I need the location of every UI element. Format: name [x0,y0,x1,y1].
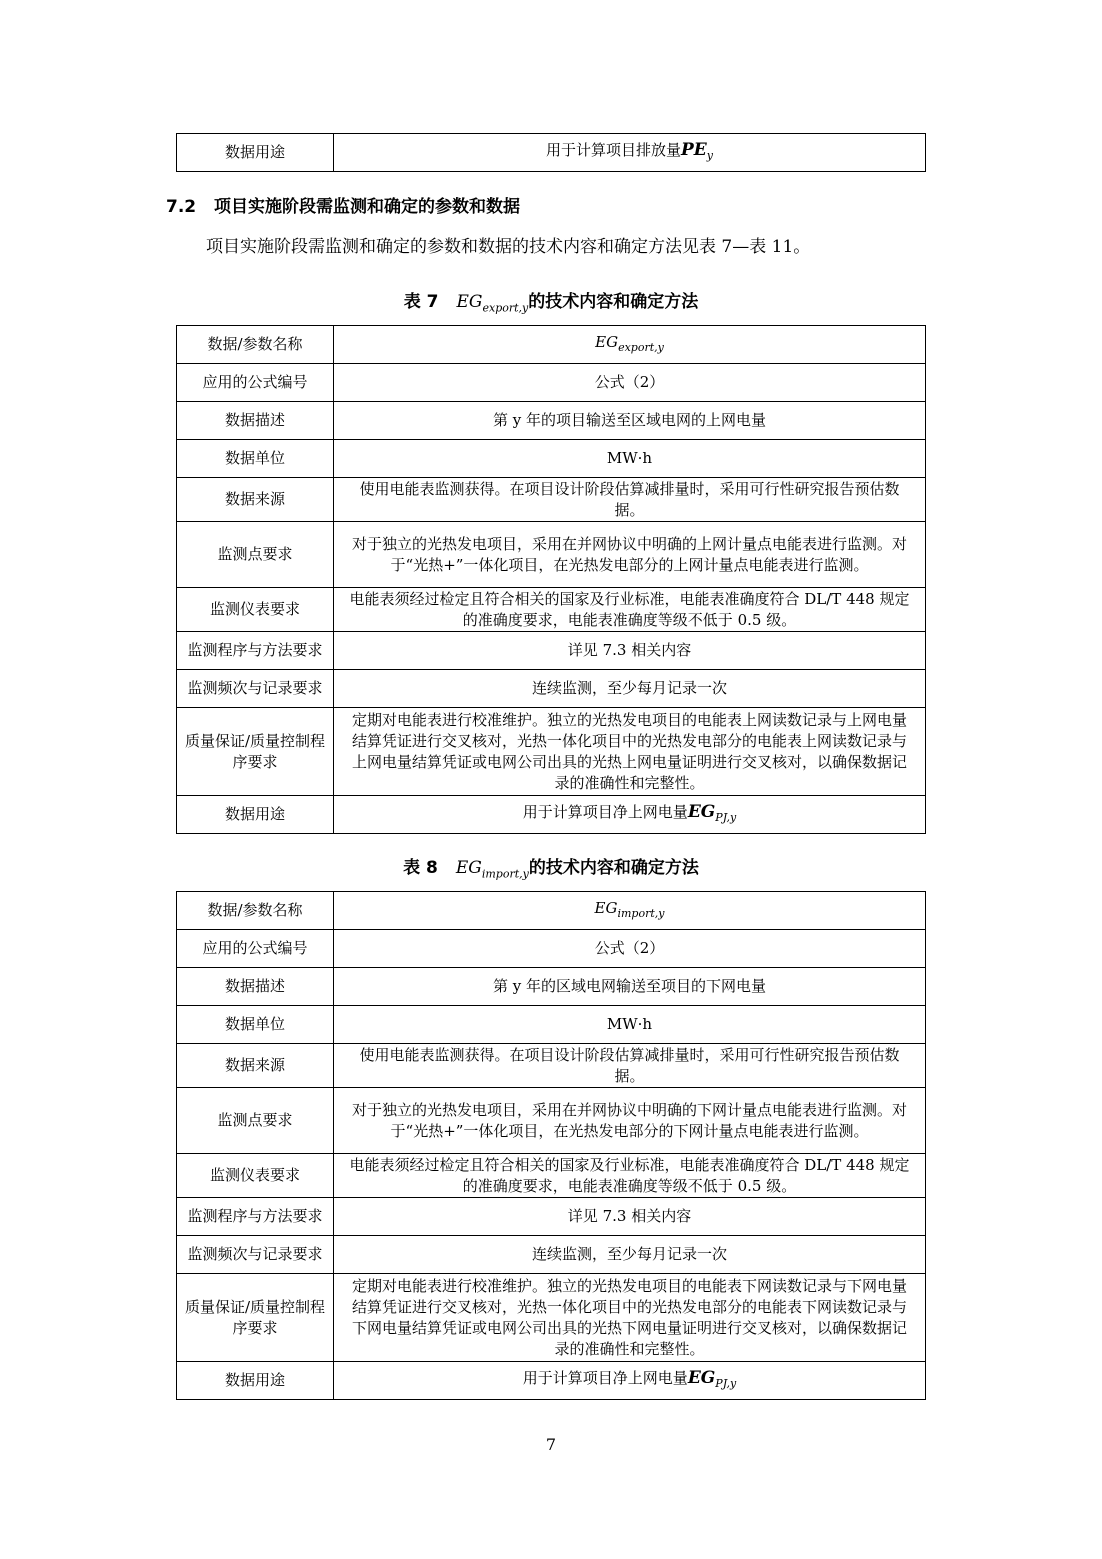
table-cell-value: 详见 7.3 相关内容 [334,632,926,670]
table7 [176,325,926,834]
table-cell-value: 连续监测，至少每月记录一次 [334,670,926,708]
table-cell-value: 使用电能表监测获得。在项目设计阶段估算减排量时，采用可行性研究报告预估数据。 [334,1044,926,1088]
table8-caption: 表 8 $EG_{import,y}$的技术内容和确定方法 [403,858,699,881]
table-cell-key: 数据/参数名称 [177,892,334,930]
table-cell-key: 监测点要求 [177,522,334,588]
table7-caption: 表 7 $EG_{export,y}$的技术内容和确定方法 [403,292,699,315]
table-cell-value: MW·h [334,1006,926,1044]
table-cell-value: 用于计算项目净上网电量$EG_{PJ,y}$ [334,1362,926,1400]
table-cell-key: 监测频次与记录要求 [177,1236,334,1274]
table-cell-key: 监测程序与方法要求 [177,1198,334,1236]
table-cell-key: 数据来源 [177,1044,334,1088]
table-cell-key: 数据描述 [177,402,334,440]
table-cell-value: 连续监测，至少每月记录一次 [334,1236,926,1274]
table-cell-key: 数据来源 [177,478,334,522]
table-cell-value: 公式（2） [334,930,926,968]
section-number: 7.2 [166,197,197,217]
table-cell-value: $EG_{import,y}$ [334,892,926,930]
table-cell-value: 定期对电能表进行校准维护。独立的光热发电项目的电能表上网读数记录与上网电量结算凭证进行交叉核对，光热一体化项目中的光热发电部分的电能表上网读数记录与上网电量结算凭证或电网公司出具的光热上网电量证明进行交叉核对，以确保数据记录的准确性和完整性。 [334,708,926,796]
table-cell-key: 数据用途 [177,796,334,834]
section-heading [166,192,520,217]
table-cell-value: 公式（2） [334,364,926,402]
previous-table [176,133,926,172]
table-cell-value: 对于独立的光热发电项目，采用在并网协议中明确的下网计量点电能表进行监测。对于“光热+”一体化项目，在光热发电部分的下网计量点电能表进行监测。 [334,1088,926,1154]
table-cell-value: 详见 7.3 相关内容 [334,1198,926,1236]
table-cell-value: 用于计算项目排放量$PE_y$ [334,134,926,172]
table-cell-key: 监测程序与方法要求 [177,632,334,670]
table-cell-value: 电能表须经过检定且符合相关的国家及行业标准，电能表准确度符合 DL/T 448 规定的准确度要求，电能表准确度等级不低于 0.5 级。 [334,588,926,632]
table-cell-key: 数据单位 [177,1006,334,1044]
table-cell-key: 质量保证/质量控制程序要求 [177,708,334,796]
table-cell-key: 数据描述 [177,968,334,1006]
table-cell-value: MW·h [334,440,926,478]
table-cell-key: 监测点要求 [177,1088,334,1154]
table-cell-key: 应用的公式编号 [177,930,334,968]
table-cell-value: 电能表须经过检定且符合相关的国家及行业标准，电能表准确度符合 DL/T 448 规定的准确度要求，电能表准确度等级不低于 0.5 级。 [334,1154,926,1198]
page-number: 7 [545,1435,557,1454]
table-cell-value: $EG_{export,y}$ [334,326,926,364]
table-cell-value: 用于计算项目净上网电量$EG_{PJ,y}$ [334,796,926,834]
intro-paragraph: 项目实施阶段需监测和确定的参数和数据的技术内容和确定方法见表 7—表 11。 [206,237,811,257]
table-cell-key: 监测仪表要求 [177,1154,334,1198]
table-cell-value: 第 y 年的项目输送至区域电网的上网电量 [334,402,926,440]
table-cell-value: 对于独立的光热发电项目，采用在并网协议中明确的上网计量点电能表进行监测。对于“光热+”一体化项目，在光热发电部分的上网计量点电能表进行监测。 [334,522,926,588]
table-cell-key: 数据单位 [177,440,334,478]
table-cell-key: 应用的公式编号 [177,364,334,402]
table-cell-key: 监测频次与记录要求 [177,670,334,708]
table-cell-key: 数据用途 [177,1362,334,1400]
table-cell-value: 第 y 年的区域电网输送至项目的下网电量 [334,968,926,1006]
table-cell-key: 数据/参数名称 [177,326,334,364]
section-title: 项目实施阶段需监测和确定的参数和数据 [214,197,520,217]
table8 [176,891,926,1400]
table-cell-value: 定期对电能表进行校准维护。独立的光热发电项目的电能表下网读数记录与下网电量结算凭证进行交叉核对，光热一体化项目中的光热发电部分的电能表下网读数记录与下网电量结算凭证或电网公司出具的光热下网电量证明进行交叉核对，以确保数据记录的准确性和完整性。 [334,1274,926,1362]
table-cell-key: 质量保证/质量控制程序要求 [177,1274,334,1362]
table-cell-key: 数据用途 [177,134,334,172]
table-cell-value: 使用电能表监测获得。在项目设计阶段估算减排量时，采用可行性研究报告预估数据。 [334,478,926,522]
table-cell-key: 监测仪表要求 [177,588,334,632]
